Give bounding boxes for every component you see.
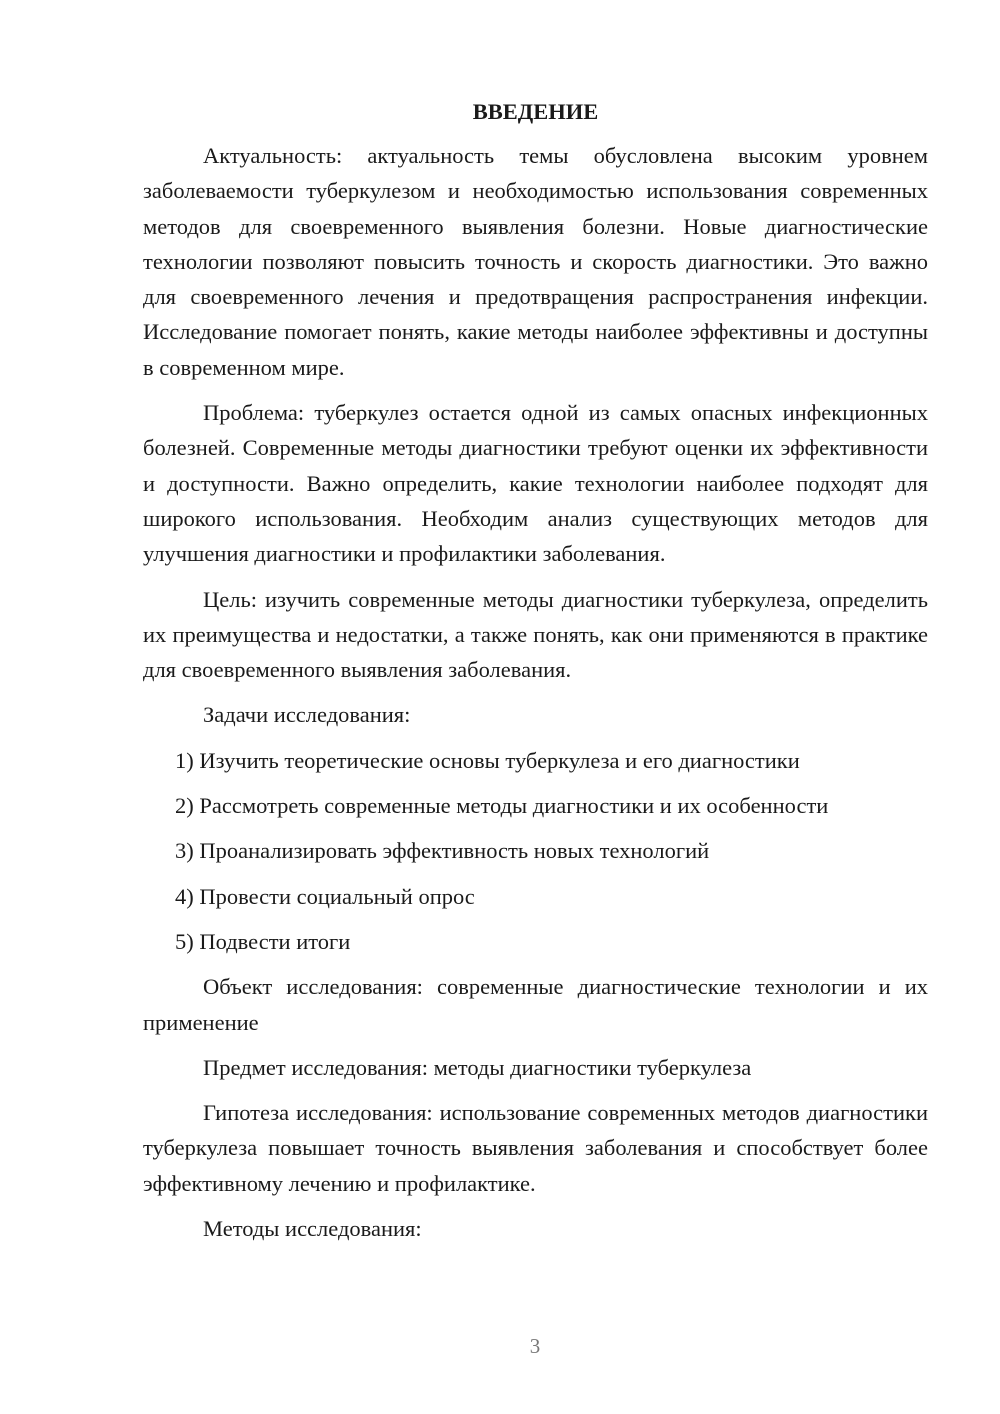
task-list xyxy=(143,743,928,959)
object-paragraph: Объект исследования: современные диагностические технологии и их применение xyxy=(143,974,928,1035)
problem-paragraph: Проблема: туберкулез остается одной из самых опасных инфекционных болезней. Современные методы диагностики требуют оценки их эффективности и доступности. Важно определить, какие технологии наиболее подходят для широкого использования. Необходим анализ существующих методов для улучшения диагностики и профилактики заболевания. xyxy=(143,400,928,567)
relevance-paragraph: Актуальность: актуальность темы обусловлена высоким уровнем заболеваемости туберкулезом и необходимостью использования современных методов для своевременного выявления болезни. Новые диагностические технологии позволяют повысить точность и скорость диагностики. Это важно для своевременного лечения и предотвращения распространения инфекции. Исследование помогает понять, какие методы наиболее эффективны и доступны в современном мире. xyxy=(143,143,928,380)
subject-paragraph: Предмет исследования: методы диагностики туберкулеза xyxy=(203,1054,752,1080)
task-item: 2) Рассмотреть современные методы диагностики и их особенности xyxy=(175,793,829,819)
goal-paragraph: Цель: изучить современные методы диагностики туберкулеза, определить их преимущества и недостатки, а также понять, как они применяются в практике для своевременного выявления заболевания. xyxy=(143,586,928,683)
methods-paragraph: Методы исследования: xyxy=(203,1216,422,1242)
page-title: ВВЕДЕНИЕ xyxy=(472,99,599,124)
task-item: 3) Проанализировать эффективность новых технологий xyxy=(175,838,710,864)
tasks-heading: Задачи исследования: xyxy=(203,702,411,728)
task-item: 1) Изучить теоретические основы туберкулеза и его диагностики xyxy=(175,747,800,773)
task-item: 4) Провести социальный опрос xyxy=(175,883,475,909)
hypothesis-paragraph: Гипотеза исследования: использование современных методов диагностики туберкулеза повышает точность выявления заболевания и способствует более эффективному лечению и профилактике. xyxy=(143,1100,928,1196)
page-content xyxy=(143,96,928,1256)
page-number: 3 xyxy=(529,1334,541,1358)
task-item: 5) Подвести итоги xyxy=(175,928,351,954)
